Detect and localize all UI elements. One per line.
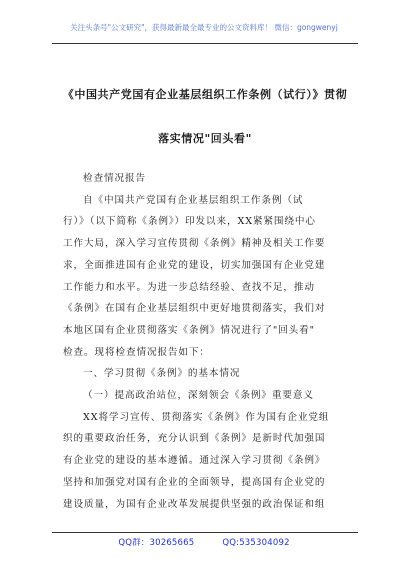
- body-line: 《条例》在国有企业基层组织中更好地贯彻落实，我们对: [63, 303, 326, 315]
- body-line: 工作能力和水平。为进一步总结经验、查找不足，推动: [63, 281, 315, 293]
- body-line: 检查。现将检查情况报告如下：: [63, 346, 210, 358]
- document-title-line-2: 落实情况"回头看": [158, 132, 252, 145]
- body-line: XX将学习宣传、贯彻落实《条例》作为国有企业党组: [83, 411, 330, 423]
- footer-contact: [0, 536, 408, 548]
- body-line-subtitle: 检查情况报告: [83, 173, 146, 184]
- header-notice: 关注头条号"公文研究"，获得最新最全最专业的公文资料库！ 微信：gongwenyj: [70, 23, 338, 32]
- document-body: [63, 168, 348, 515]
- footer-qq: QQ:535304092: [222, 538, 290, 548]
- body-line: 自《中国共产党国有企业基层组织工作条例（试: [83, 194, 304, 206]
- section-heading: 一、学习贯彻《条例》的基本情况: [83, 368, 241, 380]
- footer-divider: [52, 532, 358, 533]
- body-line: 求，全面推进国有企业党的建设，切实加强国有企业党建: [63, 259, 326, 271]
- footer-qq-group: QQ群：30265665: [118, 538, 195, 548]
- body-line: 织的重要政治任务，充分认识到《条例》是新时代加强国: [63, 433, 326, 445]
- body-line: 工作大局，深入学习宣传贯彻《条例》精神及相关工作要: [63, 238, 326, 250]
- body-line: 行）》（以下简称《条例》）印发以来，XX紧紧围绕中心: [63, 216, 316, 228]
- body-line: 本地区国有企业贯彻落实《条例》情况进行了"回头看": [63, 324, 315, 336]
- header-divider: [52, 43, 358, 44]
- body-line: 有企业党的建设的基本遵循。通过深入学习贯彻《条例》: [63, 455, 326, 467]
- document-title-line-1: 《中国共产党国有企业基层组织工作条例（试行）》贯彻: [62, 88, 348, 101]
- subsection-heading: （一）提高政治站位，深刻领会《条例》重要意义: [83, 390, 314, 402]
- body-line: 建设质量，为国有企业改革发展提供坚强的政治保证和组: [63, 498, 326, 510]
- body-line: 坚持和加强党对国有企业的全面领导，提高国有企业党的: [63, 476, 326, 488]
